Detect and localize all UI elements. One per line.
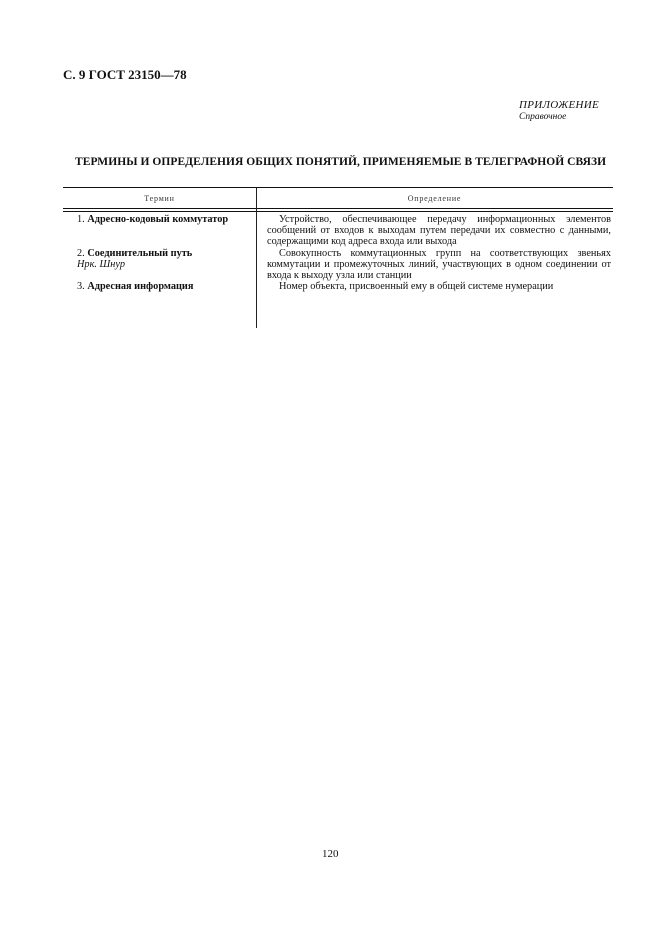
term-cell	[63, 281, 256, 292]
term-number: 1.	[77, 214, 85, 225]
document-header: С. 9 ГОСТ 23150—78	[63, 67, 187, 82]
term-number: 3.	[77, 281, 85, 293]
definition-cell: Устройство, обеспечивающее передачу информационных элементов сообщений от входов к выходам путем передачи их совместно с данными, содержащими код адреса входа или выхода	[267, 214, 611, 248]
term-cell	[63, 248, 256, 282]
table-row	[63, 214, 613, 248]
terms-table	[63, 187, 613, 292]
term-name: Соединительный путь	[87, 247, 193, 259]
page-number: 120	[322, 848, 339, 860]
term-name: Адресная информация	[87, 281, 194, 293]
term-cell	[63, 214, 256, 248]
column-divider	[256, 188, 257, 328]
column-header-term: Термин	[144, 193, 175, 203]
term-note: Нрк. Шнур	[77, 258, 125, 270]
section-title: ТЕРМИНЫ И ОПРЕДЕЛЕНИЯ ОБЩИХ ПОНЯТИЙ, ПРИМЕНЯЕМЫЕ В ТЕЛЕГРАФНОЙ СВЯЗИ	[75, 156, 607, 168]
column-header-definition: Определение	[407, 193, 462, 203]
table-header	[63, 187, 613, 208]
table-body	[63, 212, 613, 292]
term-name: Адресно-кодовый коммутатор	[87, 214, 229, 225]
appendix-label: ПРИЛОЖЕНИЕ	[519, 99, 599, 111]
definition-cell: Совокупность коммутационных групп на соответствующих звеньях коммутации и промежуточных линий, участвующих в одном соединении от входа к выходу узла или станции	[267, 247, 611, 281]
table-row	[63, 248, 613, 282]
appendix-type: Справочное	[519, 112, 567, 122]
term-number: 2.	[77, 247, 85, 259]
definition-cell: Номер объекта, присвоенный ему в общей системе нумерации	[279, 281, 554, 293]
table-row	[63, 281, 613, 292]
